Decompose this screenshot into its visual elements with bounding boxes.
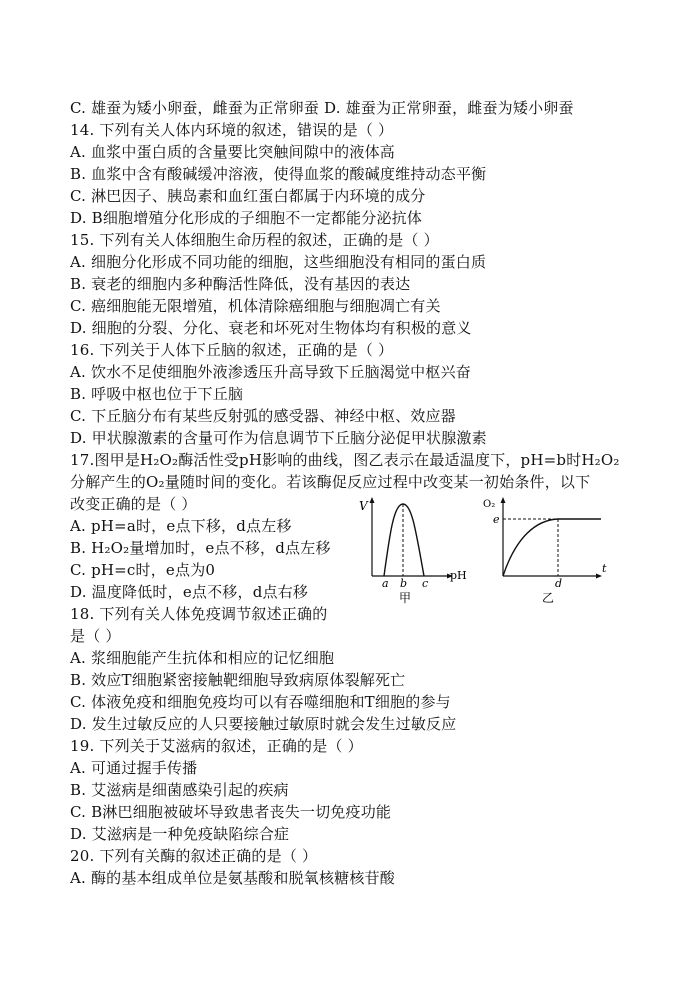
- jia-tick-b: b: [400, 577, 408, 590]
- q17-option-b: B. H₂O₂量增加时，e点不移，d点左移: [70, 539, 331, 557]
- jia-tick-a: a: [382, 577, 389, 590]
- q15-option-b: B. 衰老的细胞内多种酶活性降低，没有基因的表达: [70, 275, 411, 293]
- q14-option-c: C. 淋巴因子、胰岛素和血红蛋白都属于内环境的成分: [70, 187, 426, 205]
- q16-option-d: D. 甲状腺激素的含量可作为信息调节下丘脑分泌促甲状腺激素: [70, 429, 487, 447]
- jia-y-label: V: [359, 499, 368, 513]
- q17-stem-line3: 改变正确的是（ ）: [70, 495, 197, 513]
- q18-stem-line2: 是（ ）: [70, 627, 121, 645]
- q14-option-d: D. B细胞增殖分化形成的子细胞不一定都能分泌抗体: [70, 209, 423, 227]
- q14-stem: 14. 下列有关人体内环境的叙述，错误的是（ ）: [70, 121, 394, 139]
- q15-option-c: C. 癌细胞能无限增殖，机体清除癌细胞与细胞凋亡有关: [70, 297, 441, 315]
- yi-o2-curve: [503, 519, 601, 576]
- figure-jia: [359, 497, 467, 604]
- figure-yi: [483, 497, 607, 604]
- jia-x-label: pH: [450, 569, 467, 582]
- q17-option-c: C. pH=c时，e点为0: [70, 561, 216, 579]
- q18-option-a: A. 浆细胞能产生抗体和相应的记忆细胞: [70, 649, 335, 667]
- jia-caption: 甲: [399, 591, 412, 604]
- yi-caption: 乙: [542, 591, 555, 604]
- q20-stem: 20. 下列有关酶的叙述正确的是（ ）: [70, 847, 318, 865]
- q17-stem-line1: 17.图甲是H₂O₂酶活性受pH影响的曲线，图乙表示在最适温度下，pH=b时H₂O₂: [70, 451, 620, 469]
- q19-option-c: C. B淋巴细胞被破坏导致患者丧失一切免疫功能: [70, 803, 392, 821]
- q15-option-a: A. 细胞分化形成不同功能的细胞，这些细胞没有相同的蛋白质: [70, 253, 487, 271]
- jia-activity-curve: [384, 504, 424, 576]
- q19-stem: 19. 下列关于艾滋病的叙述，正确的是（ ）: [70, 737, 363, 755]
- q18-option-b: B. 效应T细胞紧密接触靶细胞导致病原体裂解死亡: [70, 671, 406, 689]
- q18-stem-line1: 18. 下列有关人体免疫调节叙述正确的: [70, 605, 328, 623]
- q16-option-b: B. 呼吸中枢也位于下丘脑: [70, 385, 244, 403]
- q17-figure-svg: [356, 492, 611, 604]
- q19-option-a: A. 可通过握手传播: [70, 759, 198, 777]
- q14-option-a: A. 血浆中蛋白质的含量要比突触间隙中的液体高: [70, 143, 395, 161]
- yi-e-label: e: [493, 513, 500, 526]
- q20-option-a: A. 酶的基本组成单位是氨基酸和脱氧核糖核苷酸: [70, 869, 395, 887]
- yi-x-label: t: [602, 562, 607, 575]
- q17-figures: [356, 492, 611, 604]
- q18-option-c: C. 体液免疫和细胞免疫均可以有吞噬细胞和T细胞的参与: [70, 693, 451, 711]
- q19-option-d: D. 艾滋病是一种免疫缺陷综合症: [70, 825, 290, 843]
- q18-option-d: D. 发生过敏反应的人只要接触过敏原时就会发生过敏反应: [70, 715, 457, 733]
- q15-stem: 15. 下列有关人体细胞生命历程的叙述，正确的是（ ）: [70, 231, 439, 249]
- q13-option-cd: C. 雄蚕为矮小卵蚕，雌蚕为正常卵蚕 D. 雄蚕为正常卵蚕，雌蚕为矮小卵蚕: [70, 99, 574, 117]
- q17-stem-line2: 分解产生的O₂量随时间的变化。若该酶促反应过程中改变某一初始条件，以下: [70, 473, 591, 491]
- q19-option-b: B. 艾滋病是细菌感染引起的疾病: [70, 781, 289, 799]
- yi-y-label: O₂: [483, 499, 496, 510]
- q17-option-d: D. 温度降低时，e点不移，d点右移: [70, 583, 309, 601]
- q14-option-b: B. 血浆中含有酸碱缓冲溶液，使得血浆的酸碱度维持动态平衡: [70, 165, 487, 183]
- q16-option-c: C. 下丘脑分布有某些反射弧的感受器、神经中枢、效应器: [70, 407, 456, 425]
- q16-stem: 16. 下列关于人体下丘脑的叙述，正确的是（ ）: [70, 341, 394, 359]
- q15-option-d: D. 细胞的分裂、分化、衰老和坏死对生物体均有积极的意义: [70, 319, 472, 337]
- q16-option-a: A. 饮水不足使细胞外液渗透压升高导致下丘脑渴觉中枢兴奋: [70, 363, 471, 381]
- q17-option-a: A. pH=a时，e点下移，d点左移: [70, 517, 292, 535]
- yi-d-label: d: [555, 577, 563, 590]
- jia-y-arrow-icon: [370, 497, 375, 503]
- yi-y-arrow-icon: [501, 497, 506, 503]
- jia-tick-c: c: [422, 577, 429, 590]
